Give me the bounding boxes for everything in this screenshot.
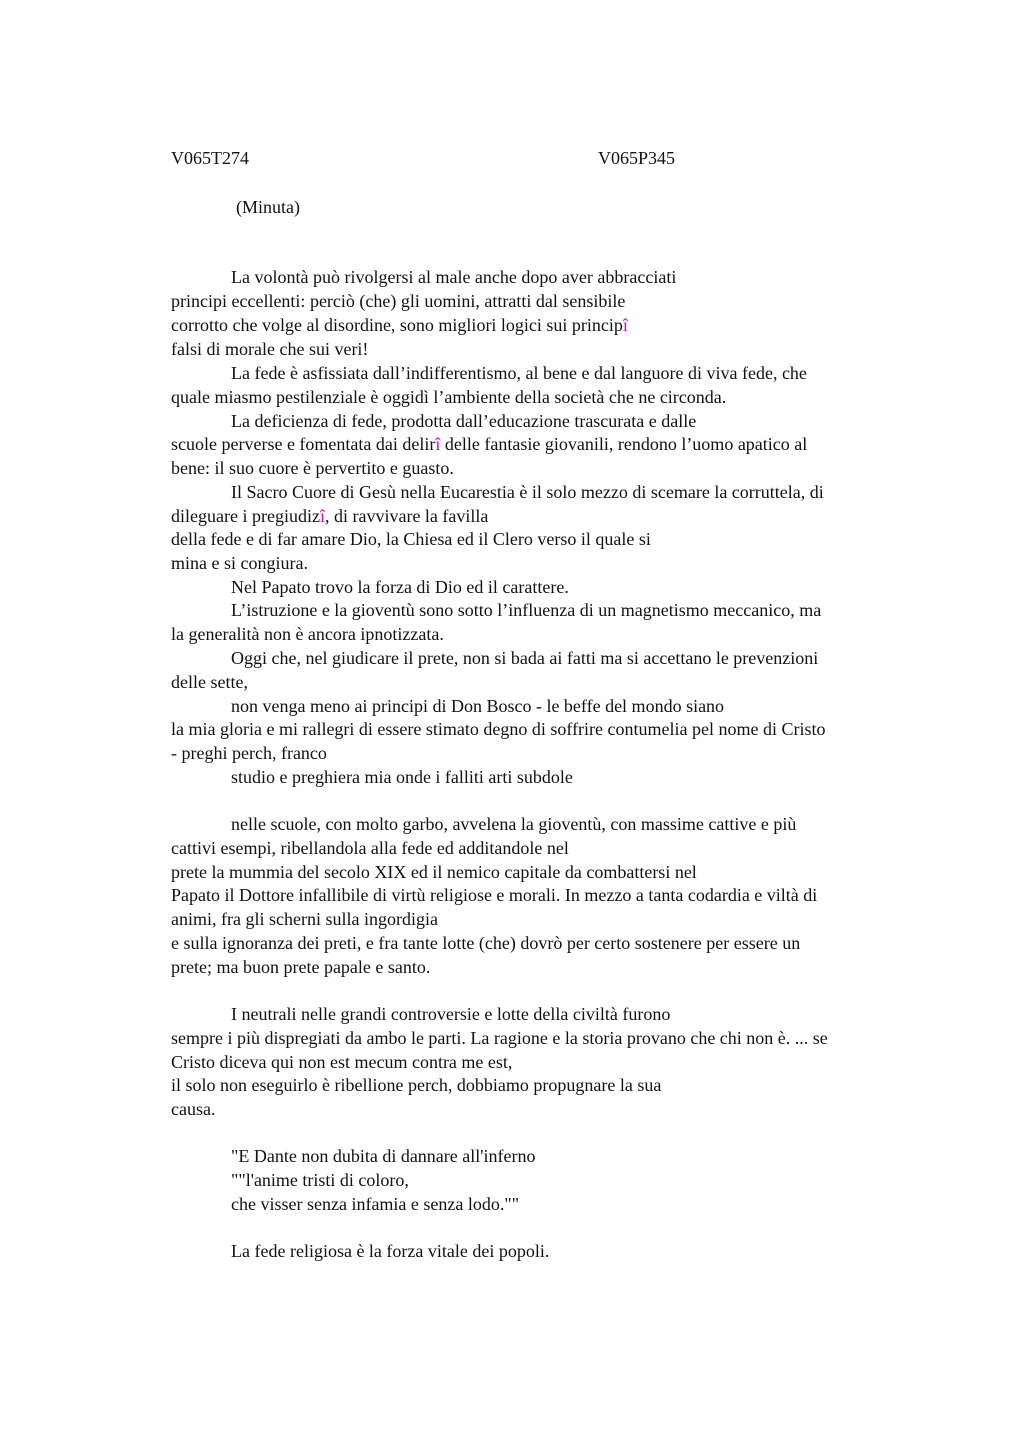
text-line: - preghi perch, franco — [171, 743, 327, 763]
text-line: principi eccellenti: perciò (che) gli uomini, attratti dal sensibile — [171, 291, 626, 311]
text-line: delle sette, — [171, 672, 248, 692]
marked-character: î — [319, 506, 325, 526]
text-line: studio e preghiera mia onde i falliti arti subdole — [231, 767, 573, 787]
text-line: non venga meno ai principi di Don Bosco - le beffe del mondo siano — [231, 696, 725, 716]
text-segment: dileguare i pregiudiz — [171, 506, 320, 526]
text-line: Papato il Dottore infallibile di virtù religiose e morali. In mezzo a tanta codardia e viltà di — [171, 885, 818, 905]
text-line — [171, 504, 488, 528]
text-line: e sulla ignoranza dei preti, e fra tante lotte (che) dovrò per certo sostenere per essere un — [171, 933, 801, 953]
text-line: Nel Papato trovo la forza di Dio ed il carattere. — [231, 577, 569, 597]
text-line: La volontà può rivolgersi al male anche dopo aver abbracciati — [231, 267, 677, 287]
text-line: il solo non eseguirlo è ribellione perch, dobbiamo propugnare la sua — [171, 1075, 662, 1095]
marked-character: î — [622, 315, 628, 335]
text-line: Cristo diceva qui non est mecum contra me est, — [171, 1052, 513, 1072]
text-line: prete la mummia del secolo XIX ed il nemico capitale da combattersi nel — [171, 862, 697, 882]
text-line: I neutrali nelle grandi controversie e lotte della civiltà furono — [231, 1004, 671, 1024]
text-line: quale miasmo pestilenziale è oggidì l’ambiente della società che ne circonda. — [171, 387, 727, 407]
text-line: prete; ma buon prete papale e santo. — [171, 957, 431, 977]
text-line: Oggi che, nel giudicare il prete, non si bada ai fatti ma si accettano le prevenzioni — [231, 648, 819, 668]
text-line: Il Sacro Cuore di Gesù nella Eucarestia è il solo mezzo di scemare la corruttela, di — [231, 482, 824, 502]
text-segment: corrotto che volge al disordine, sono migliori logici sui princip — [171, 315, 623, 335]
document-code-right: V065P345 — [598, 148, 676, 168]
quote-line: ""l'anime tristi di coloro, — [231, 1170, 409, 1190]
text-line — [171, 313, 628, 337]
text-line: bene: il suo cuore è pervertito e guasto. — [171, 458, 454, 478]
text-line: La deficienza di fede, prodotta dall’educazione trascurata e dalle — [231, 411, 697, 431]
text-line: cattivi esempi, ribellandola alla fede ed additandole nel — [171, 838, 569, 858]
text-line: della fede e di far amare Dio, la Chiesa ed il Clero verso il quale si — [171, 529, 651, 549]
marked-character: î — [435, 434, 441, 454]
text-line: la mia gloria e mi rallegri di essere stimato degno di soffrire contumelia pel nome di Cristo — [171, 719, 826, 739]
quote-line: che visser senza infamia e senza lodo."" — [231, 1194, 520, 1214]
text-line: la generalità non è ancora ipnotizzata. — [171, 624, 444, 644]
document-code-left: V065T274 — [171, 148, 249, 168]
text-line: causa. — [171, 1099, 216, 1119]
text-line: sempre i più dispregiati da ambo le parti. La ragione e la storia provano che chi non è. ... se — [171, 1028, 828, 1048]
text-segment: delle fantasie giovanili, rendono l’uomo apatico al — [440, 434, 808, 454]
text-line: falsi di morale che sui veri! — [171, 339, 369, 359]
text-line — [171, 432, 807, 456]
text-line: La fede è asfissiata dall’indifferentismo, al bene e dal languore di viva fede, che — [231, 363, 807, 383]
document-subtitle: (Minuta) — [236, 197, 300, 217]
text-line: L’istruzione e la gioventù sono sotto l’influenza di un magnetismo meccanico, ma — [231, 600, 822, 620]
text-line: nelle scuole, con molto garbo, avvelena la gioventù, con massime cattive e più — [231, 814, 797, 834]
quote-line: "E Dante non dubita di dannare all'inferno — [231, 1146, 536, 1166]
text-segment: scuole perverse e fomentata dai delir — [171, 434, 436, 454]
text-line: mina e si congiura. — [171, 553, 308, 573]
text-segment: , di ravvivare la favilla — [324, 506, 489, 526]
text-line: animi, fra gli scherni sulla ingordigia — [171, 909, 438, 929]
text-line: La fede religiosa è la forza vitale dei popoli. — [231, 1241, 550, 1261]
